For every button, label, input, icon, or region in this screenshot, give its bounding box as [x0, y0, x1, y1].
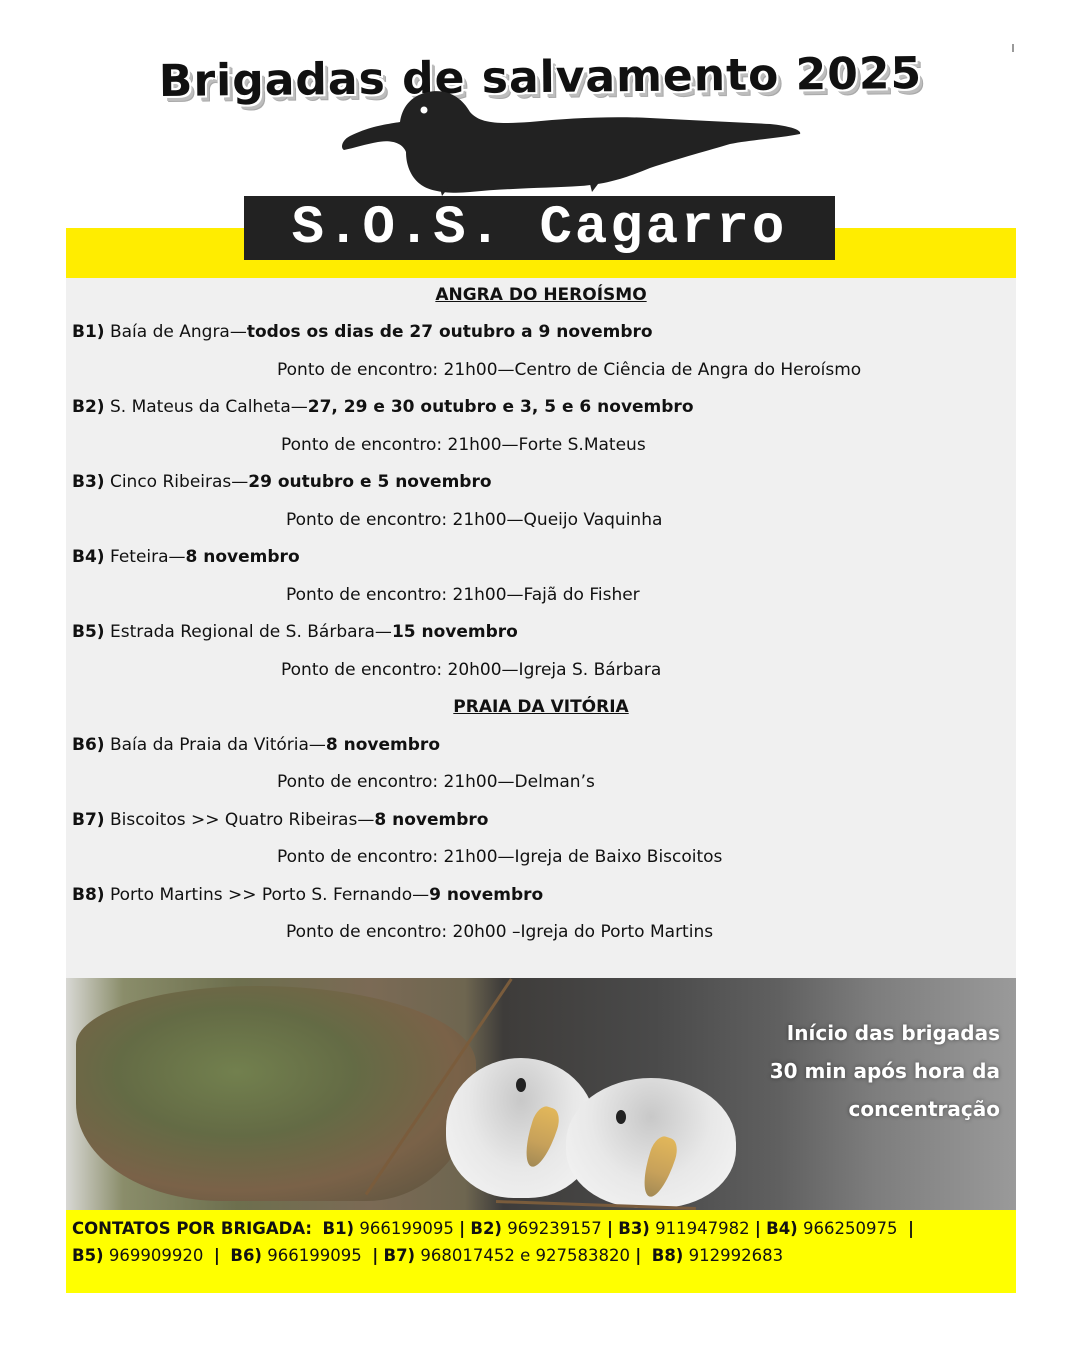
contact-phone: 969909920	[108, 1246, 204, 1265]
contact-code: B7)	[383, 1246, 416, 1265]
contact-code: B4)	[766, 1219, 798, 1238]
separator: |	[754, 1219, 761, 1238]
meeting-point-b2: Ponto de encontro: 21h00—Forte S.Mateus	[281, 435, 646, 455]
brigade-b3	[72, 472, 492, 492]
brigade-dates: 15 novembro	[391, 622, 518, 642]
brigade-code: B5)	[72, 622, 105, 642]
brigade-dates: 29 outubro e 5 novembro	[248, 472, 492, 492]
contact-phone: 966199095	[359, 1219, 454, 1238]
brigade-place: Biscoitos >> Quatro Ribeiras—	[109, 810, 375, 830]
contact-phone: 912992683	[688, 1246, 784, 1265]
brigade-b1	[72, 322, 653, 342]
brigade-code: B3)	[72, 472, 105, 492]
contact-phone: 966199095	[267, 1246, 362, 1265]
contact-code: B6)	[230, 1246, 262, 1265]
brigade-code: B8)	[72, 885, 105, 905]
contacts-bar	[66, 1210, 1016, 1293]
stray-mark	[1012, 44, 1014, 52]
meeting-point-b4: Ponto de encontro: 21h00—Fajã do Fisher	[286, 585, 640, 605]
caption-line: concentração	[848, 1097, 1000, 1121]
caption-line: 30 min após hora da	[769, 1059, 1000, 1083]
brigade-b4	[72, 547, 300, 567]
contacts-line-1	[72, 1219, 914, 1238]
separator: |	[372, 1246, 379, 1265]
meeting-point-b1: Ponto de encontro: 21h00—Centro de Ciência de Angra do Heroísmo	[277, 360, 862, 380]
brigade-b2	[72, 397, 694, 417]
page-title: Brigadas de salvamento 2025	[158, 48, 923, 107]
section-title-praia: PRAIA DA VITÓRIA	[453, 697, 629, 717]
section-title-angra: ANGRA DO HEROÍSMO	[435, 285, 647, 305]
brigade-code: B4)	[72, 547, 105, 567]
contact-code: B8)	[651, 1246, 684, 1265]
separator: |	[606, 1219, 613, 1238]
brigade-place: Baía de Angra—	[109, 322, 247, 342]
caption-line: Início das brigadas	[786, 1021, 1000, 1045]
meeting-point-b8: Ponto de encontro: 20h00 –Igreja do Porto Martins	[286, 922, 714, 942]
brigade-place: Cinco Ribeiras—	[109, 472, 249, 492]
separator: |	[213, 1246, 220, 1265]
meeting-point-b6: Ponto de encontro: 21h00—Delman’s	[277, 772, 595, 792]
separator: |	[635, 1246, 642, 1265]
separator: |	[907, 1219, 914, 1238]
logo-badge	[244, 196, 835, 260]
brigade-dates: todos os dias de 27 outubro a 9 novembro	[246, 322, 653, 342]
separator: |	[459, 1219, 466, 1238]
brigade-place: Porto Martins >> Porto S. Fernando—	[109, 885, 430, 905]
contacts-label: CONTATOS POR BRIGADA:	[72, 1219, 312, 1238]
brigade-dates: 27, 29 e 30 outubro e 3, 5 e 6 novembro	[307, 397, 694, 417]
brigade-dates: 9 novembro	[429, 885, 544, 905]
contact-code: B5)	[72, 1246, 104, 1265]
contact-code: B2)	[470, 1219, 502, 1238]
brigade-code: B2)	[72, 397, 105, 417]
mossy-rock	[76, 986, 476, 1201]
contact-phone: 968017452 e 927583820	[420, 1246, 630, 1265]
contact-code: B1)	[322, 1219, 355, 1238]
meeting-point-b5: Ponto de encontro: 20h00—Igreja S. Bárbara	[281, 660, 662, 680]
brigade-code: B7)	[72, 810, 105, 830]
logo-text: S.O.S. Cagarro	[291, 197, 788, 259]
brigade-place: S. Mateus da Calheta—	[109, 397, 308, 417]
brigade-place: Feteira—	[109, 547, 186, 567]
brigade-code: B6)	[72, 735, 105, 755]
contact-phone: 969239157	[507, 1219, 602, 1238]
photo-caption	[770, 1014, 1000, 1128]
chick-left-eye	[516, 1078, 526, 1092]
contact-code: B3)	[618, 1219, 650, 1238]
shearwater-silhouette-icon	[330, 88, 810, 203]
meeting-point-b3: Ponto de encontro: 21h00—Queijo Vaquinha	[286, 510, 663, 530]
chick-right-eye	[616, 1110, 626, 1124]
brigade-b6	[72, 735, 440, 755]
brigade-b7	[72, 810, 488, 830]
contact-phone: 966250975	[802, 1219, 898, 1238]
chicks-photo	[66, 978, 1016, 1210]
brigade-dates: 8 novembro	[325, 735, 440, 755]
contacts-line-2	[72, 1246, 783, 1265]
brigade-dates: 8 novembro	[185, 547, 300, 567]
brigade-place: Baía da Praia da Vitória—	[109, 735, 326, 755]
brigade-dates: 8 novembro	[374, 810, 489, 830]
brigade-b8	[72, 885, 543, 905]
meeting-point-b7: Ponto de encontro: 21h00—Igreja de Baixo Biscoitos	[277, 847, 723, 867]
brigade-place: Estrada Regional de S. Bárbara—	[109, 622, 392, 642]
schedule-panel	[66, 278, 1016, 978]
brigade-code: B1)	[72, 322, 105, 342]
brigade-b5	[72, 622, 518, 642]
contact-phone: 911947982	[655, 1219, 750, 1238]
